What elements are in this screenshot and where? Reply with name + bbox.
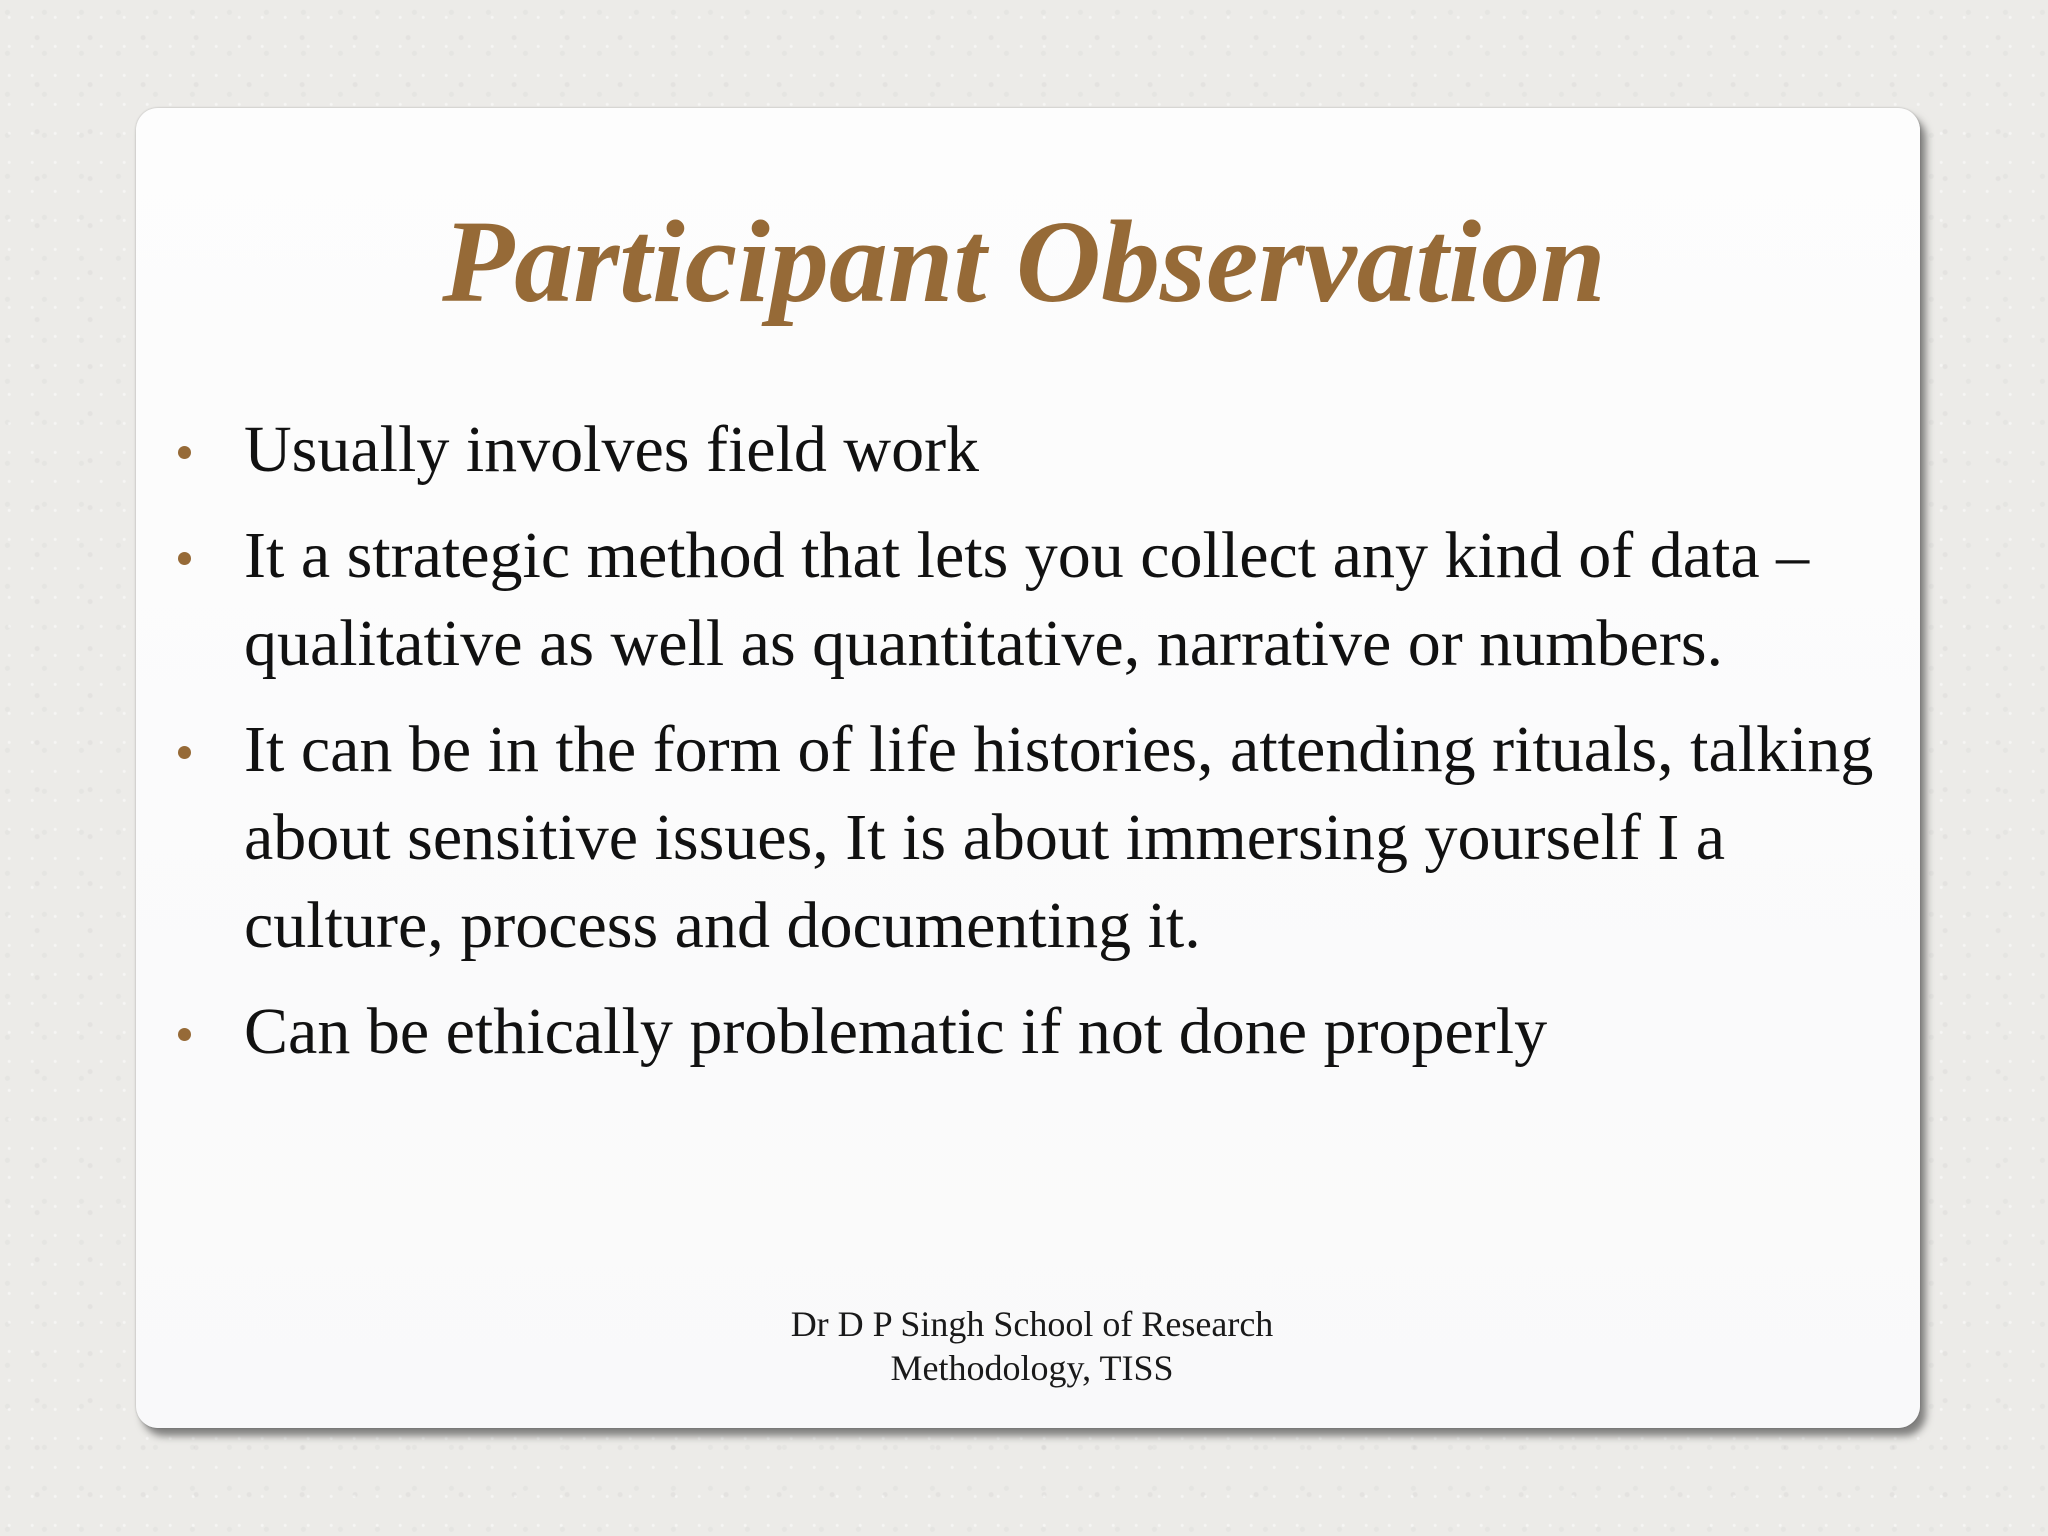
bullet-item bbox=[244, 988, 1884, 1076]
footer-institution-line: Methodology, TISS bbox=[890, 1348, 1174, 1388]
bullet-text: It a strategic method that lets you collect any kind of data –qualitative as well as quantitative, narrative or numbers. bbox=[244, 519, 1810, 680]
bullet-dot-icon bbox=[178, 746, 191, 759]
bullet-text: Usually involves field work bbox=[244, 413, 980, 486]
bullet-dot-icon bbox=[178, 552, 191, 565]
slide-title: Participant Observation bbox=[442, 196, 1606, 327]
bullet-text: It can be in the form of life histories, attending rituals, talking about sensitive issues, It is about immersing yourself I a culture, process and documenting it. bbox=[244, 713, 1874, 962]
bullet-text: Can be ethically problematic if not done properly bbox=[244, 995, 1548, 1068]
slide-footer bbox=[0, 1302, 2048, 1390]
footer-author-line: Dr D P Singh School of Research bbox=[790, 1304, 1274, 1344]
bullet-list bbox=[244, 406, 1884, 1094]
bullet-item bbox=[244, 406, 1884, 494]
bullet-item bbox=[244, 512, 1884, 688]
bullet-dot-icon bbox=[178, 1028, 191, 1041]
bullet-dot-icon bbox=[178, 446, 191, 459]
bullet-item bbox=[244, 706, 1884, 970]
